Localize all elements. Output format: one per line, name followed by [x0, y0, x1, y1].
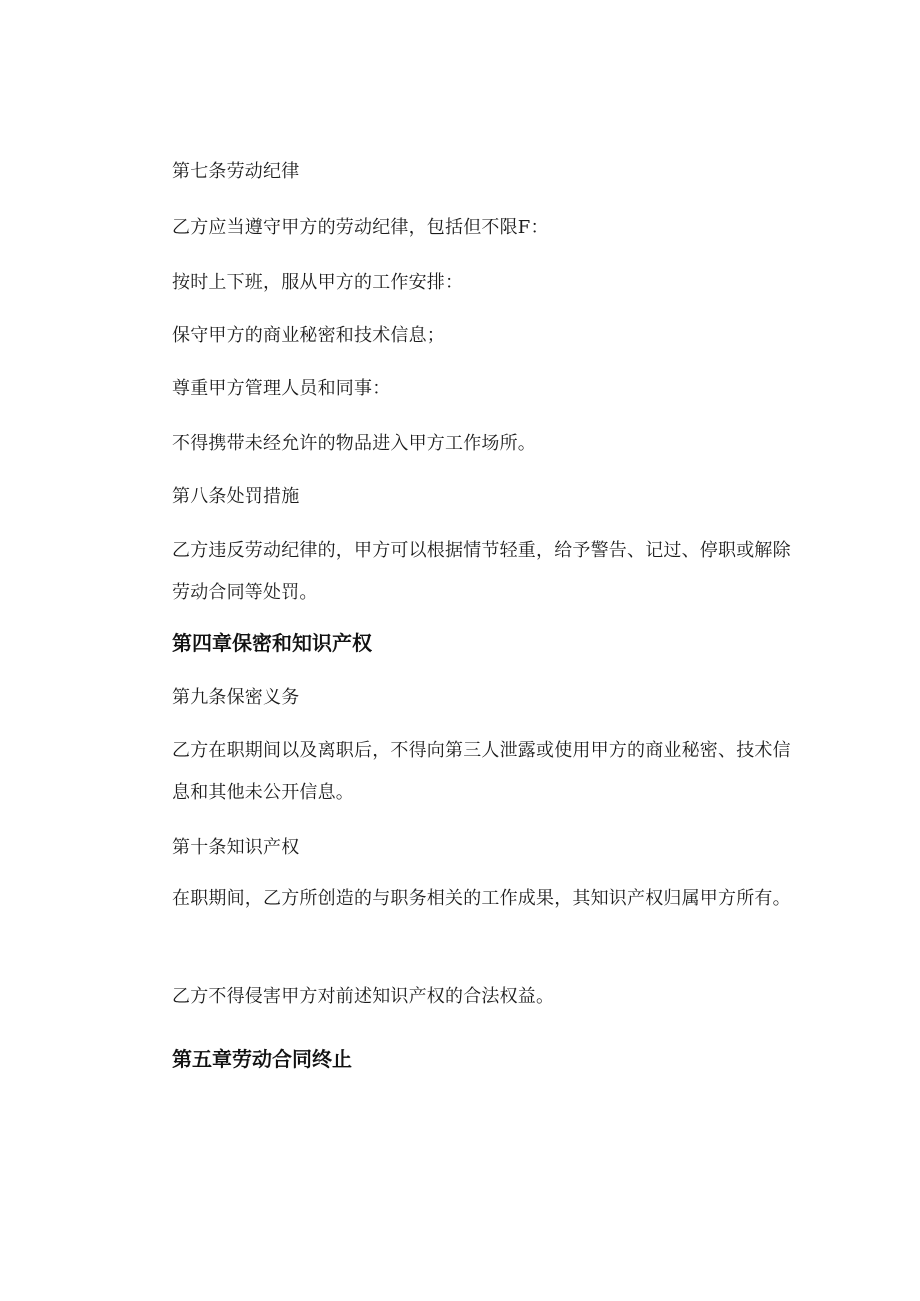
article8-text: 乙方违反劳动纪律的，甲方可以根据情节轻重，给予警告、记过、停职或解除劳动合同等处罚。	[172, 540, 791, 603]
article7-item-1: 按时上下班，服从甲方的工作安排：	[172, 272, 464, 293]
chapter4-title: 第四章保密和知识产权	[172, 631, 372, 655]
article7-title: 第七条劳动纪律	[172, 161, 300, 182]
article8-title: 第八条处罚措施	[172, 486, 300, 507]
article7-item-2: 保守甲方的商业秘密和技术信息；	[172, 325, 445, 346]
article10-text-2: 乙方不得侵害甲方对前述知识产权的合法权益。	[172, 986, 555, 1007]
article10-text-1: 在职期间，乙方所创造的与职务相关的工作成果，其知识产权归属甲方所有。	[172, 888, 791, 909]
article7-item-3: 尊重甲方管理人员和同事：	[172, 378, 391, 399]
article9-title: 第九条保密义务	[172, 687, 300, 708]
article10-title: 第十条知识产权	[172, 837, 300, 858]
chapter5-title: 第五章劳动合同终止	[172, 1047, 352, 1071]
article7-item-4: 不得携带未经允许的物品进入甲方工作场所。	[172, 433, 536, 454]
article9-text: 乙方在职期间以及离职后，不得向第三人泄露或使用甲方的商业秘密、技术信息和其他未公开信息。	[172, 740, 791, 803]
article7-intro: 乙方应当遵守甲方的劳动纪律，包括但不限F：	[172, 217, 549, 238]
